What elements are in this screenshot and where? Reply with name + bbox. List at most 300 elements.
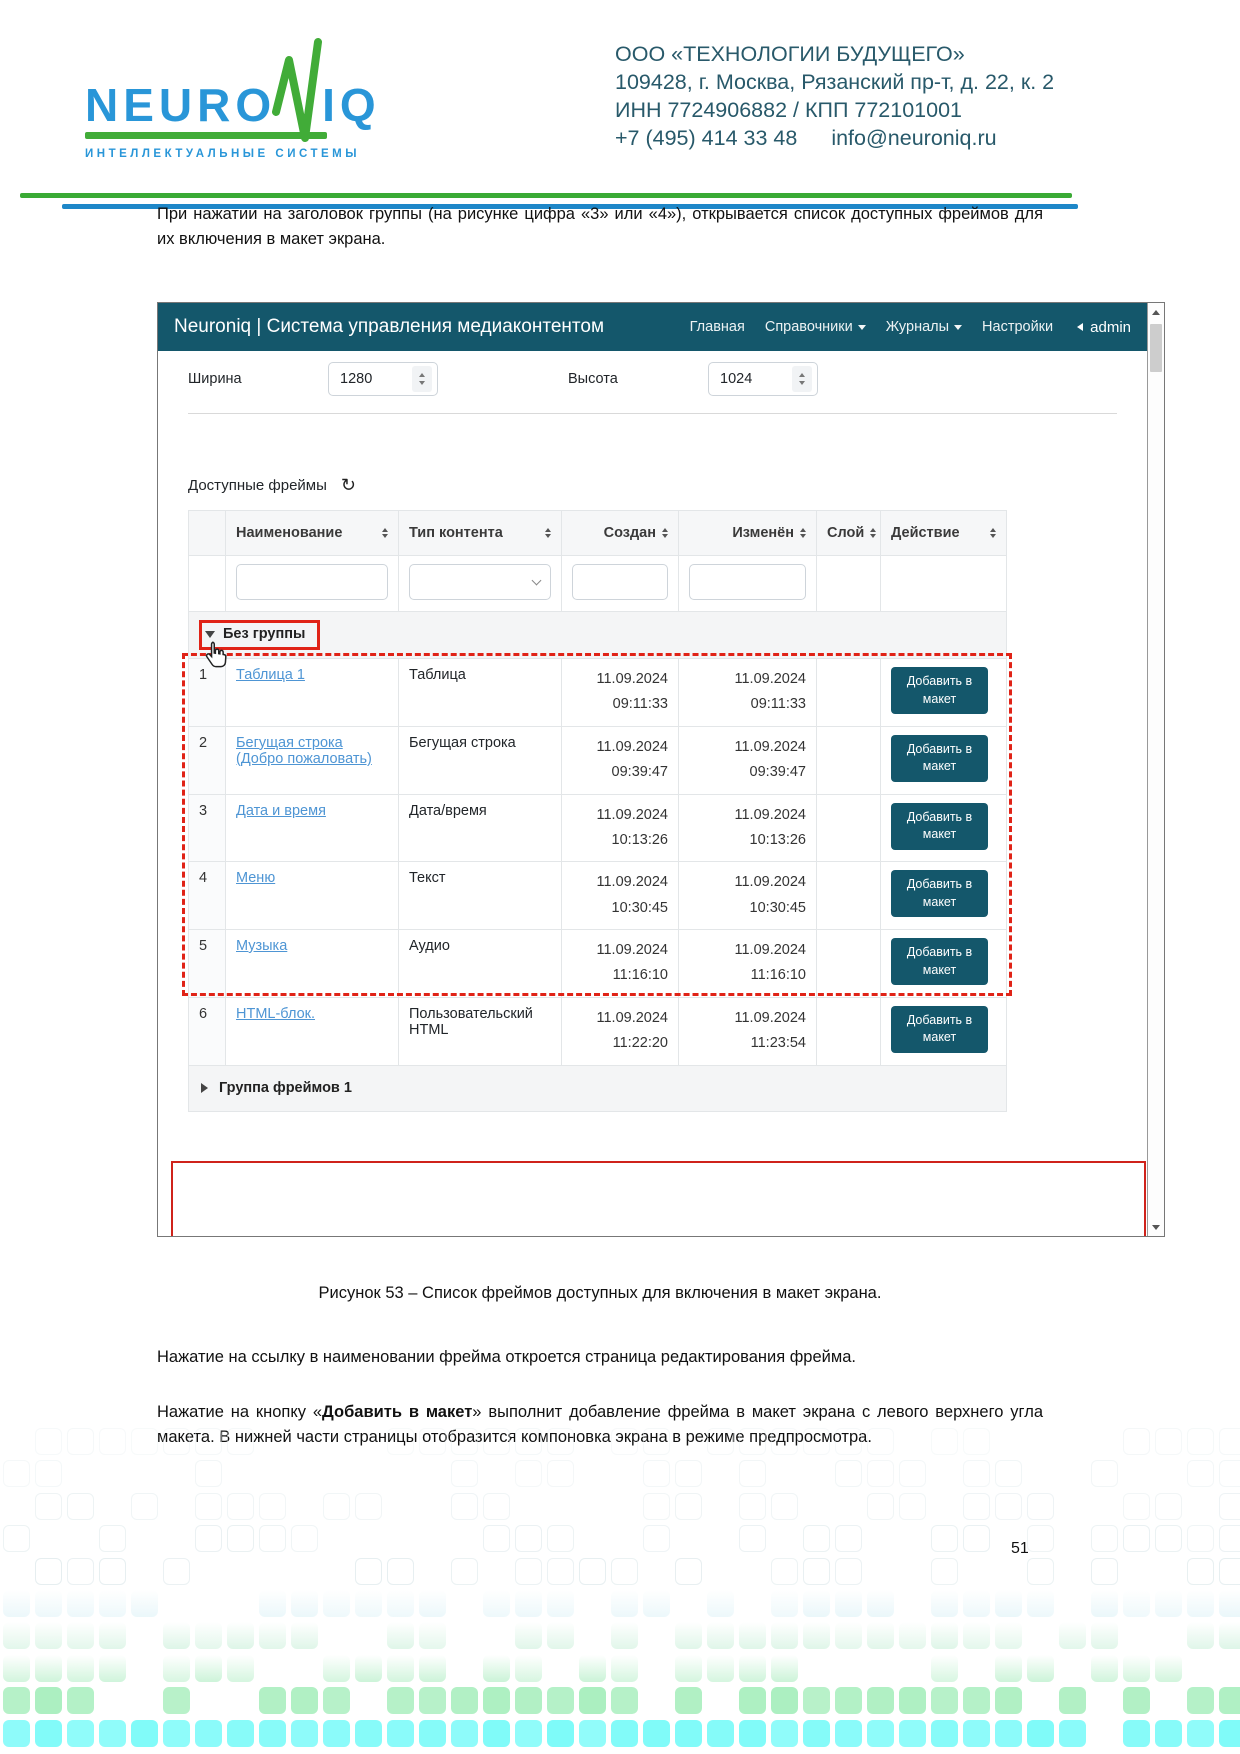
pattern-cell — [1059, 1622, 1086, 1649]
pattern-cell — [1027, 1493, 1054, 1520]
pattern-cell — [387, 1590, 414, 1617]
pattern-cell — [355, 1493, 382, 1520]
created-cell: 11.09.2024 09:11:33 — [562, 659, 679, 727]
pattern-cell — [1155, 1590, 1182, 1617]
height-value: 1024 — [720, 371, 753, 387]
nav-menu — [690, 319, 1054, 335]
pattern-cell — [963, 1590, 990, 1617]
pattern-cell — [1187, 1558, 1214, 1585]
logo-tagline: ИНТЕЛЛЕКТУАЛЬНЫЕ СИСТЕМЫ — [85, 148, 361, 160]
figure-caption: Рисунок 53 – Список фреймов доступных для включения в макет экрана. — [318, 1284, 882, 1302]
pattern-cell — [1155, 1655, 1182, 1682]
pattern-cell — [259, 1525, 286, 1552]
column-header[interactable] — [881, 511, 1007, 556]
pattern-cell — [259, 1622, 286, 1649]
company-email: info@neuroniq.ru — [831, 126, 997, 150]
pattern-cell — [1091, 1525, 1118, 1552]
logo-zigzag-icon — [272, 38, 324, 142]
pattern-cell — [995, 1687, 1022, 1714]
scrollbar[interactable] — [1147, 303, 1164, 1236]
pattern-cell — [1187, 1525, 1214, 1552]
pattern-cell — [163, 1655, 190, 1682]
pattern-cell — [707, 1590, 734, 1617]
height-label: Высота — [568, 371, 618, 387]
filter-type-select[interactable] — [409, 564, 551, 600]
user-menu[interactable] — [1073, 319, 1131, 336]
pattern-cell — [931, 1525, 958, 1552]
nav-menu-item[interactable]: Главная — [689, 319, 745, 335]
pattern-cell — [163, 1622, 190, 1649]
column-header-label: Действие — [891, 525, 960, 541]
table-row — [189, 659, 1007, 727]
pattern-cell — [1123, 1687, 1150, 1714]
layer-cell — [817, 659, 881, 727]
scroll-down-arrow[interactable] — [1148, 1219, 1164, 1236]
frames-section-title: Доступные фреймы — [188, 476, 327, 494]
frame-name-cell — [226, 862, 399, 930]
pattern-cell — [835, 1460, 862, 1487]
content-type-cell: Аудио — [399, 930, 562, 998]
pattern-cell — [259, 1493, 286, 1520]
pattern-cell — [1091, 1558, 1118, 1585]
pattern-cell — [963, 1525, 990, 1552]
pattern-cell — [899, 1493, 926, 1520]
pattern-cell — [1219, 1687, 1240, 1714]
logo-text-left: NEURO — [85, 79, 277, 131]
pattern-cell — [835, 1687, 862, 1714]
pattern-cell — [291, 1525, 318, 1552]
content-type-cell: Таблица — [399, 659, 562, 727]
column-header-label: Слой — [827, 525, 865, 541]
pattern-cell — [1123, 1590, 1150, 1617]
nav-menu-item[interactable]: Настройки — [982, 319, 1054, 335]
sort-icon[interactable] — [800, 525, 806, 541]
pattern-cell — [35, 1687, 62, 1714]
pattern-cell — [67, 1622, 94, 1649]
pattern-cell — [323, 1720, 350, 1747]
pattern-cell — [803, 1720, 830, 1747]
pattern-cell — [803, 1558, 830, 1585]
pattern-cell — [1123, 1655, 1150, 1682]
column-header-label: Создан — [603, 525, 656, 541]
pattern-cell — [643, 1493, 670, 1520]
table-row — [189, 997, 1007, 1065]
pattern-cell — [419, 1720, 446, 1747]
width-stepper[interactable] — [412, 366, 432, 392]
pattern-cell — [451, 1558, 478, 1585]
row-index: 4 — [189, 862, 226, 930]
column-header-label: Изменён — [732, 525, 794, 541]
pattern-cell — [931, 1655, 958, 1682]
pattern-cell — [899, 1622, 926, 1649]
layer-cell — [817, 930, 881, 998]
nav-menu-item[interactable]: Справочники — [765, 319, 866, 335]
pattern-cell — [515, 1590, 542, 1617]
pattern-cell — [1219, 1590, 1240, 1617]
app-navbar — [158, 303, 1147, 351]
pattern-cell — [803, 1525, 830, 1552]
row-index: 3 — [189, 794, 226, 862]
pattern-cell — [771, 1655, 798, 1682]
pattern-cell — [675, 1460, 702, 1487]
pattern-cell — [67, 1720, 94, 1747]
scroll-thumb[interactable] — [1150, 324, 1162, 372]
chevron-down-icon — [858, 325, 866, 334]
pattern-cell — [35, 1493, 62, 1520]
action-cell — [881, 794, 1007, 862]
pattern-cell — [1091, 1590, 1118, 1617]
table-header-row — [189, 511, 1007, 556]
row-index: 6 — [189, 997, 226, 1065]
pattern-cell — [131, 1720, 158, 1747]
pattern-cell — [227, 1525, 254, 1552]
pattern-cell — [867, 1687, 894, 1714]
filter-name-input[interactable] — [236, 564, 388, 600]
pattern-cell — [931, 1622, 958, 1649]
pattern-cell — [67, 1655, 94, 1682]
pattern-cell — [1027, 1525, 1054, 1552]
pattern-cell — [259, 1590, 286, 1617]
scroll-up-arrow[interactable] — [1148, 303, 1164, 320]
pattern-cell — [707, 1720, 734, 1747]
pattern-cell — [995, 1590, 1022, 1617]
pattern-cell — [67, 1558, 94, 1585]
pattern-cell — [771, 1622, 798, 1649]
add-to-layout-button[interactable]: Добавить в макет — [891, 938, 988, 985]
pattern-cell — [35, 1655, 62, 1682]
row-index: 5 — [189, 930, 226, 998]
frames-section — [188, 476, 1117, 494]
frame-name-link[interactable]: Дата и время — [236, 802, 326, 819]
height-input[interactable] — [708, 362, 818, 396]
divider-green — [20, 193, 1072, 198]
sort-icon[interactable] — [545, 525, 551, 541]
table-row — [189, 794, 1007, 862]
pattern-cell — [419, 1655, 446, 1682]
frame-name-cell — [226, 997, 399, 1065]
column-header[interactable] — [679, 511, 817, 556]
pattern-cell — [899, 1720, 926, 1747]
pattern-cell — [483, 1493, 510, 1520]
pattern-cell — [99, 1558, 126, 1585]
pattern-cell — [579, 1655, 606, 1682]
nav-menu-item[interactable]: Журналы — [886, 319, 962, 335]
sort-icon[interactable] — [662, 525, 668, 541]
pattern-cell — [195, 1493, 222, 1520]
sort-icon[interactable] — [990, 525, 996, 541]
pattern-cell — [67, 1590, 94, 1617]
pattern-cell — [515, 1460, 542, 1487]
pattern-cell — [3, 1525, 30, 1552]
table-row — [189, 726, 1007, 794]
pattern-cell — [611, 1687, 638, 1714]
pattern-cell — [579, 1687, 606, 1714]
pattern-cell — [323, 1687, 350, 1714]
pattern-cell — [1219, 1428, 1240, 1455]
pattern-cell — [35, 1590, 62, 1617]
modified-cell: 11.09.2024 10:30:45 — [679, 862, 817, 930]
chevron-left-icon — [1073, 323, 1083, 331]
refresh-icon[interactable]: ↻ — [340, 475, 356, 495]
pattern-cell — [611, 1558, 638, 1585]
pattern-cell — [1155, 1720, 1182, 1747]
pattern-cell — [547, 1460, 574, 1487]
pattern-cell — [387, 1558, 414, 1585]
pattern-cell — [707, 1655, 734, 1682]
pattern-cell — [675, 1558, 702, 1585]
pattern-cell — [1219, 1720, 1240, 1747]
company-address: 109428, г. Москва, Рязанский пр-т, д. 22, к. 2 — [615, 70, 1055, 94]
preview-area — [171, 1161, 1146, 1236]
frame-name-link[interactable]: Таблица 1 — [236, 667, 305, 683]
pattern-cell — [547, 1590, 574, 1617]
pattern-cell — [1155, 1493, 1182, 1520]
pattern-cell — [995, 1622, 1022, 1649]
add-to-layout-button[interactable]: Добавить в макет — [891, 667, 988, 714]
pattern-cell — [1219, 1525, 1240, 1552]
pattern-cell — [1187, 1622, 1214, 1649]
pattern-cell — [131, 1428, 158, 1455]
frame-name-link[interactable]: Бегущая строка (Добро пожаловать) — [236, 734, 372, 767]
pattern-cell — [515, 1622, 542, 1649]
caret-right-icon — [201, 1083, 213, 1093]
pattern-cell — [323, 1590, 350, 1617]
action-cell — [881, 930, 1007, 998]
pattern-cell — [515, 1687, 542, 1714]
pattern-cell — [739, 1622, 766, 1649]
pattern-cell — [1027, 1655, 1054, 1682]
company-tax-ids: ИНН 7724906882 / КПП 772101001 — [615, 98, 962, 122]
pattern-cell — [355, 1655, 382, 1682]
pattern-cell — [1027, 1558, 1054, 1585]
pattern-cell — [739, 1720, 766, 1747]
username: admin — [1090, 318, 1131, 336]
pattern-cell — [931, 1720, 958, 1747]
pattern-cell — [771, 1493, 798, 1520]
pattern-cell — [675, 1493, 702, 1520]
frame-name-link[interactable]: Меню — [236, 870, 276, 887]
pattern-cell — [99, 1525, 126, 1552]
company-name: ООО «ТЕХНОЛОГИИ БУДУЩЕГО» — [615, 42, 965, 66]
pattern-cell — [963, 1687, 990, 1714]
pattern-cell — [3, 1590, 30, 1617]
pattern-cell — [195, 1460, 222, 1487]
layer-cell — [817, 794, 881, 862]
pattern-cell — [451, 1493, 478, 1520]
content-type-cell: Бегущая строка — [399, 726, 562, 794]
pattern-cell — [1187, 1460, 1214, 1487]
hand-cursor-icon — [203, 640, 229, 674]
pattern-cell — [99, 1720, 126, 1747]
pattern-cell — [1219, 1558, 1240, 1585]
pattern-cell — [1123, 1428, 1150, 1455]
action-cell — [881, 726, 1007, 794]
paragraph-text: » выполнит добавление фрейма в макет экрана с левого верхнего угла макета. В нижней части страницы отобразится компоновка экрана в режиме предпросмотра. — [157, 1403, 1043, 1446]
pattern-cell — [1123, 1525, 1150, 1552]
pattern-cell — [611, 1590, 638, 1617]
pattern-cell — [451, 1687, 478, 1714]
group-row-open[interactable] — [189, 612, 1007, 659]
frame-name-cell — [226, 659, 399, 727]
pattern-cell — [675, 1655, 702, 1682]
pattern-cell — [835, 1622, 862, 1649]
pattern-cell — [163, 1687, 190, 1714]
paragraph-button-note — [157, 1400, 1043, 1450]
pattern-cell — [643, 1460, 670, 1487]
pattern-cell — [803, 1622, 830, 1649]
pattern-cell — [643, 1525, 670, 1552]
height-stepper[interactable] — [792, 366, 812, 392]
group-row-closed[interactable] — [189, 1065, 1007, 1111]
pattern-cell — [355, 1558, 382, 1585]
pattern-cell — [515, 1655, 542, 1682]
pattern-cell — [3, 1720, 30, 1747]
pattern-cell — [547, 1622, 574, 1649]
pattern-cell — [3, 1687, 30, 1714]
action-cell — [881, 997, 1007, 1065]
app-brand[interactable]: Neuroniq | Система управления медиаконтентом — [174, 316, 605, 337]
pattern-cell — [1123, 1720, 1150, 1747]
pattern-cell — [963, 1622, 990, 1649]
pattern-cell — [579, 1720, 606, 1747]
pattern-cell — [835, 1590, 862, 1617]
pattern-cell — [1091, 1460, 1118, 1487]
pattern-cell — [1123, 1493, 1150, 1520]
pattern-cell — [579, 1558, 606, 1585]
modified-cell: 11.09.2024 10:13:26 — [679, 794, 817, 862]
column-header-label: Тип контента — [409, 525, 503, 541]
pattern-cell — [387, 1720, 414, 1747]
pattern-cell — [771, 1687, 798, 1714]
pattern-cell — [291, 1720, 318, 1747]
pattern-cell — [707, 1622, 734, 1649]
pattern-cell — [1059, 1720, 1086, 1747]
pattern-cell — [1155, 1428, 1182, 1455]
pattern-cell — [867, 1720, 894, 1747]
column-header[interactable] — [399, 511, 562, 556]
filter-created-input[interactable] — [572, 564, 668, 600]
pattern-cell — [547, 1558, 574, 1585]
pattern-cell — [131, 1493, 158, 1520]
frames-table — [188, 510, 1007, 1112]
width-value: 1280 — [340, 371, 373, 387]
pattern-cell — [3, 1460, 30, 1487]
pattern-cell — [483, 1720, 510, 1747]
column-header[interactable] — [817, 511, 881, 556]
pattern-cell — [835, 1558, 862, 1585]
pattern-cell — [131, 1590, 158, 1617]
pattern-cell — [547, 1687, 574, 1714]
pattern-cell — [739, 1525, 766, 1552]
pattern-cell — [483, 1655, 510, 1682]
group-label: Без группы — [223, 626, 306, 642]
pattern-cell — [419, 1687, 446, 1714]
pattern-cell — [483, 1687, 510, 1714]
add-to-layout-button[interactable]: Добавить в макет — [891, 735, 988, 782]
pattern-cell — [419, 1590, 446, 1617]
pattern-cell — [515, 1558, 542, 1585]
pattern-cell — [963, 1493, 990, 1520]
pattern-cell — [451, 1460, 478, 1487]
pattern-cell — [899, 1460, 926, 1487]
add-to-layout-button[interactable]: Добавить в макет — [891, 870, 988, 917]
frame-name-cell — [226, 794, 399, 862]
paragraph-link-note: Нажатие на ссылку в наименовании фрейма откроется страница редактирования фрейма. — [157, 1348, 856, 1366]
form-divider — [188, 413, 1117, 414]
pattern-cell — [547, 1720, 574, 1747]
pattern-cell — [99, 1428, 126, 1455]
pattern-cell — [1219, 1493, 1240, 1520]
pattern-cell — [291, 1687, 318, 1714]
pattern-cell — [963, 1720, 990, 1747]
pattern-cell — [771, 1558, 798, 1585]
pattern-cell — [611, 1622, 638, 1649]
pattern-cell — [771, 1590, 798, 1617]
pattern-cell — [675, 1687, 702, 1714]
frames-table-wrap — [188, 510, 1006, 1112]
pattern-cell — [515, 1525, 542, 1552]
pattern-cell — [67, 1428, 94, 1455]
filter-modified-input[interactable] — [689, 564, 806, 600]
created-cell: 11.09.2024 11:16:10 — [562, 930, 679, 998]
pattern-cell — [227, 1493, 254, 1520]
pattern-cell — [99, 1655, 126, 1682]
pattern-cell — [1219, 1460, 1240, 1487]
pattern-cell — [67, 1687, 94, 1714]
pattern-cell — [387, 1622, 414, 1649]
logo-text-right: IQ — [322, 79, 381, 131]
add-to-layout-button[interactable]: Добавить в макет — [891, 1006, 988, 1053]
layer-cell — [817, 862, 881, 930]
company-info — [615, 40, 1095, 152]
frame-name-link[interactable]: Музыка — [236, 938, 288, 954]
pattern-cell — [387, 1655, 414, 1682]
pattern-cell — [323, 1655, 350, 1682]
content-type-cell: Пользовательский HTML — [399, 997, 562, 1065]
pattern-cell — [419, 1622, 446, 1649]
column-header[interactable] — [562, 511, 679, 556]
width-input[interactable] — [328, 362, 438, 396]
pattern-cell — [1027, 1590, 1054, 1617]
sort-icon[interactable] — [870, 525, 876, 541]
content-type-cell: Текст — [399, 862, 562, 930]
pattern-cell — [67, 1493, 94, 1520]
table-filter-row — [189, 556, 1007, 612]
pattern-cell — [739, 1493, 766, 1520]
pattern-cell — [611, 1720, 638, 1747]
size-form — [188, 359, 1117, 399]
pattern-cell — [547, 1525, 574, 1552]
pattern-cell — [739, 1460, 766, 1487]
frame-name-link[interactable]: HTML-блок. — [236, 1005, 316, 1022]
created-cell: 11.09.2024 11:22:20 — [562, 997, 679, 1065]
created-cell: 11.09.2024 09:39:47 — [562, 726, 679, 794]
column-header-label: Наименование — [236, 525, 343, 541]
pattern-cell — [195, 1655, 222, 1682]
layer-cell — [817, 997, 881, 1065]
pattern-cell — [963, 1460, 990, 1487]
sort-icon[interactable] — [382, 525, 388, 541]
pattern-cell — [35, 1558, 62, 1585]
pattern-cell — [867, 1590, 894, 1617]
column-header[interactable] — [226, 511, 399, 556]
pattern-cell — [195, 1525, 222, 1552]
pattern-cell — [867, 1460, 894, 1487]
pattern-cell — [739, 1655, 766, 1682]
pattern-cell — [643, 1720, 670, 1747]
add-to-layout-button[interactable]: Добавить в макет — [891, 803, 988, 850]
group-label: Группа фреймов 1 — [219, 1080, 352, 1096]
